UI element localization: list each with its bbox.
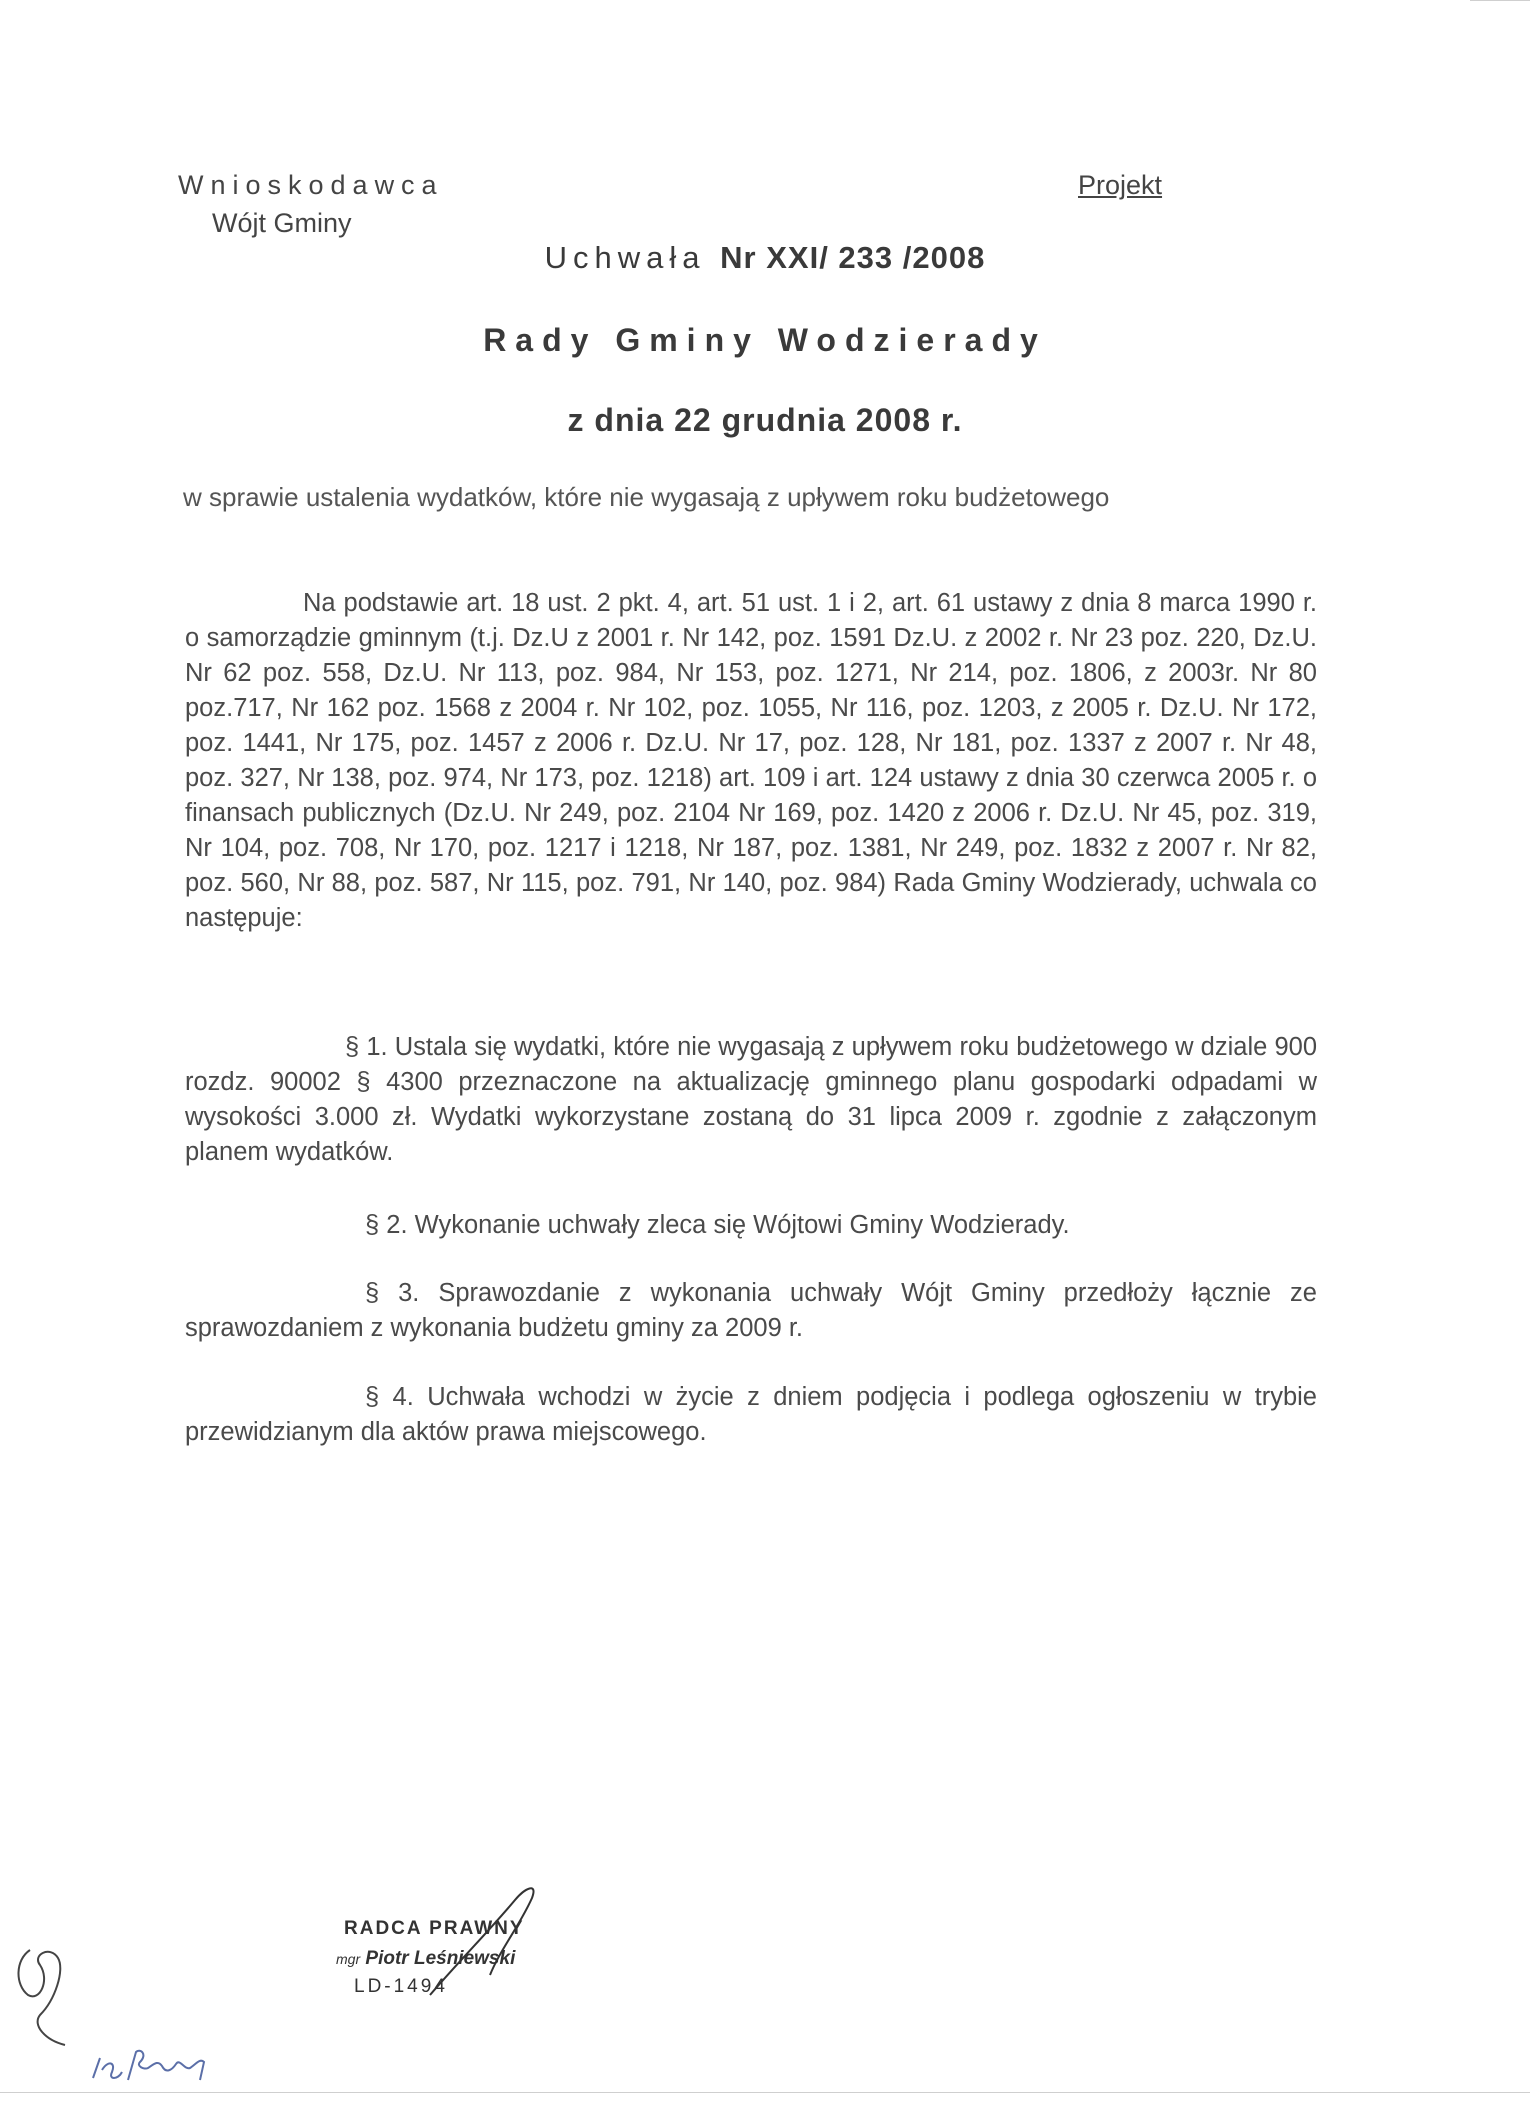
section-1-paragraph: § 1. Ustala się wydatki, które nie wygasają z upływem roku budżetowego w dziale 900 rozdz. 90002 § 4300 przeznaczone na aktualizację gminnego planu gospodarki odpadami w wysokości 3.000 zł. Wydatki wykorzystane zostaną do 31 lipca 2009 r. zgodnie z załączonym planem wydatków. xyxy=(185,1033,1317,1166)
scan-edge-top xyxy=(1470,0,1530,1)
signature-stroke-icon xyxy=(420,1880,560,2000)
stamp-prefix: mgr xyxy=(336,1951,361,1967)
resolution-subject: w sprawie ustalenia wydatków, które nie wygasają z upływem roku budżetowego xyxy=(183,482,1110,512)
resolution-title xyxy=(0,240,1530,276)
resolution-number: Nr XXI/ 233 /2008 xyxy=(720,240,986,275)
stamp-name: Piotr Leśniewski xyxy=(365,1948,516,1969)
draft-label: Projekt xyxy=(1078,170,1163,200)
initials-signature-icon xyxy=(10,1940,80,2050)
legal-basis-paragraph: Na podstawie art. 18 ust. 2 pkt. 4, art. 51 ust. 1 i 2, art. 61 ustawy z dnia 8 marca 1990 r. o samorządzie gminnym (t.j. Dz.U z 2001 r. Nr 142, poz. 1591 Dz.U. z 2002 r. Nr 23 poz. 220, Dz.U. Nr 62 poz. 558, Dz.U. Nr 113, poz. 984, Nr 153, poz. 1271, Nr 214, poz. 1806, z 2003r. Nr 80 poz.717, Nr 162 poz. 1568 z 2004 r. Nr 102, poz. 1055, Nr 116, poz. 1203, z 2005 r. Dz.U. Nr 172, poz. 1441, Nr 175, poz. 1457 z 2006 r. Dz.U. Nr 17, poz. 128, Nr 181, poz. 1337 z 2007 r. Nr 48, poz. 327, Nr 138, poz. 974, Nr 173, poz. 1218) art. 109 i art. 124 ustawy z dnia 30 czerwca 2005 r. o finansach publicznych (Dz.U. Nr 249, poz. 2104 Nr 169, poz. 1420 z 2006 r. Dz.U. Nr 45, poz. 319, Nr 104, poz. 708, Nr 170, poz. 1217 i 1218, Nr 187, poz. 1381, Nr 249, poz. 1832 z 2007 r. Nr 82, poz. 560, Nr 88, poz. 587, Nr 115, poz. 791, Nr 140, poz. 984) Rada Gminy Wodzierady, uchwala co następuje: xyxy=(185,589,1317,932)
resolution-date: z dnia 22 grudnia 2008 r. xyxy=(567,402,963,438)
council-name: Rady Gminy Wodzierady xyxy=(483,322,1047,358)
section-4-paragraph: § 4. Uchwała wchodzi w życie z dniem podjęcia i podlega ogłoszeniu w trybie przewidzianym dla aktów prawa miejscowego. xyxy=(185,1383,1317,1446)
stamp-title: RADCA PRAWNY xyxy=(344,1918,525,1939)
scan-edge-bottom xyxy=(0,2092,1530,2093)
applicant-label: Wnioskodawca xyxy=(178,170,444,200)
applicant-name: Wójt Gminy xyxy=(212,208,352,238)
section-3-paragraph: § 3. Sprawozdanie z wykonania uchwały Wójt Gminy przedłoży łącznie ze sprawozdaniem z wykonania budżetu gminy za 2009 r. xyxy=(185,1279,1317,1342)
resolution-word: Uchwała xyxy=(544,240,706,275)
stamp-number: LD-1494 xyxy=(354,1976,448,1997)
section-2-paragraph: § 2. Wykonanie uchwały zleca się Wójtowi Gminy Wodzierady. xyxy=(365,1211,1070,1239)
handwritten-signature-icon xyxy=(88,2040,288,2090)
